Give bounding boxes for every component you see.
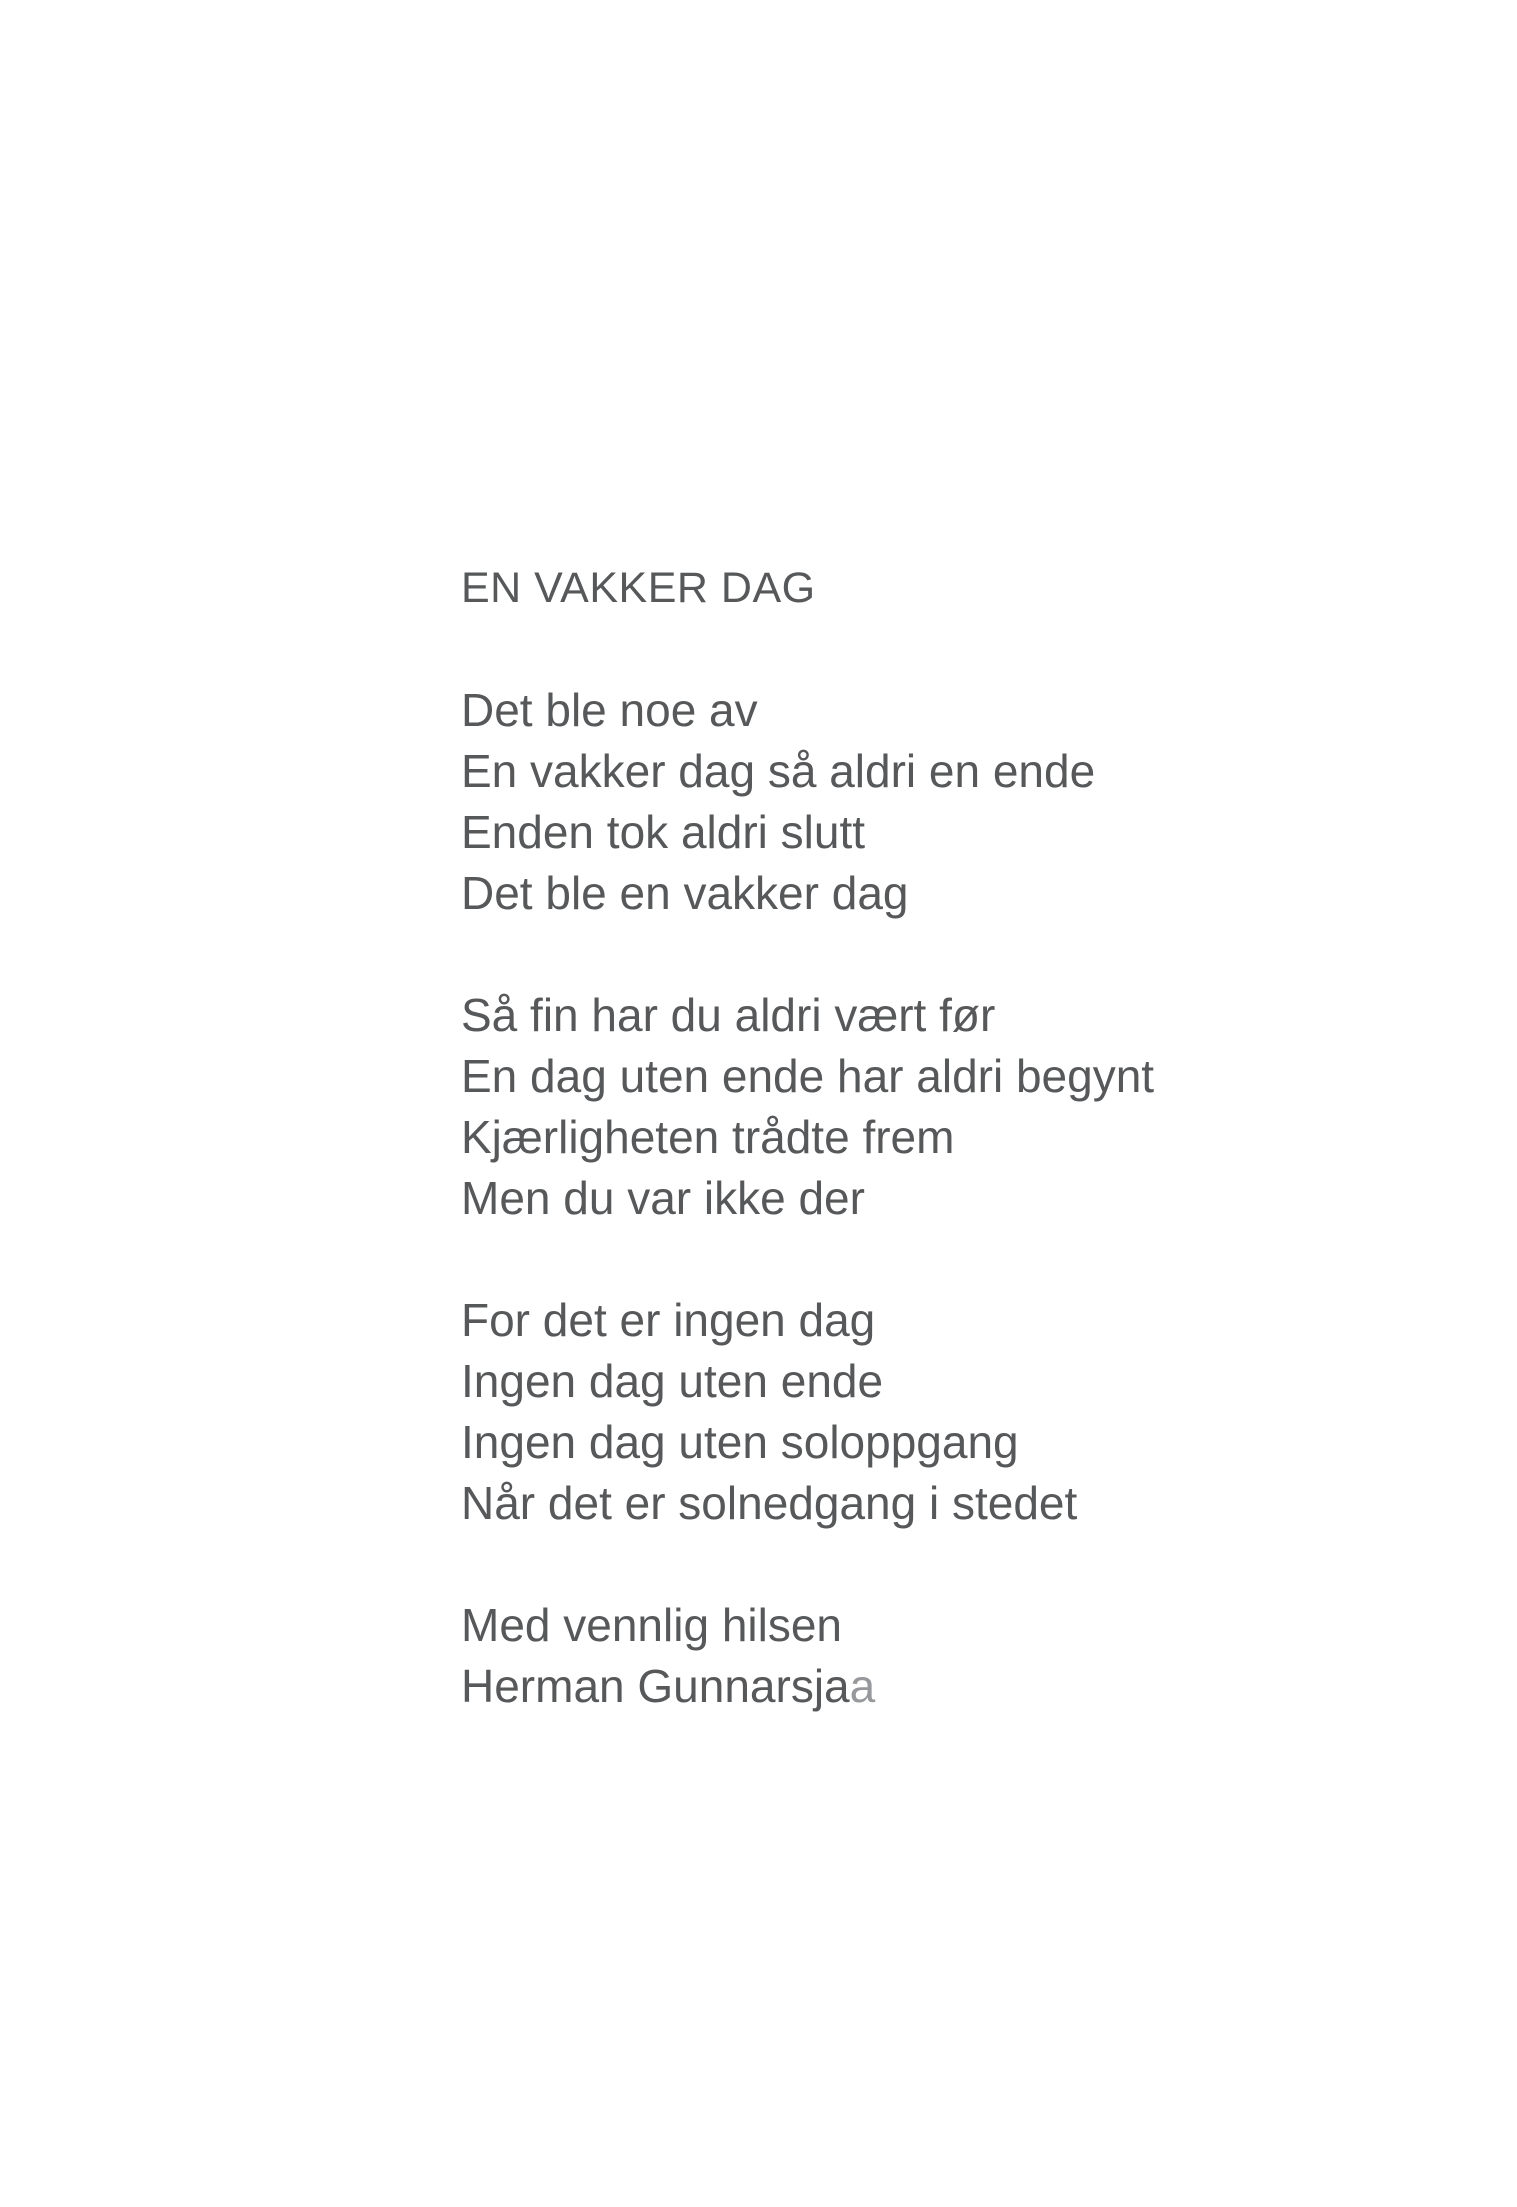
- signature-block: [461, 1595, 1154, 1717]
- poem-line: En vakker dag så aldri en ende: [461, 745, 1096, 797]
- poem-line: Ingen dag uten ende: [461, 1355, 884, 1407]
- poem-line: Så fin har du aldri vært før: [461, 989, 996, 1041]
- poem-line: Men du var ikke der: [461, 1172, 865, 1224]
- signature-name-main: Herman Gunnarsja: [461, 1660, 850, 1712]
- poem-line: For det er ingen dag: [461, 1294, 876, 1346]
- signature-name-faded: a: [849, 1660, 876, 1712]
- poem-line: Enden tok aldri slutt: [461, 806, 866, 858]
- stanza-2: [461, 985, 1154, 1229]
- stanza-3: [461, 1290, 1154, 1534]
- poem-line: Det ble en vakker dag: [461, 867, 909, 919]
- poem-title: EN VAKKER DAG: [461, 564, 816, 612]
- signature-greeting: Med vennlig hilsen: [461, 1599, 843, 1651]
- stanza-1: [461, 680, 1154, 924]
- poem: [461, 558, 1154, 1717]
- poem-line: Kjærligheten trådte frem: [461, 1111, 955, 1163]
- poem-line: Ingen dag uten soloppgang: [461, 1416, 1019, 1468]
- poem-line: En dag uten ende har aldri begynt: [461, 1050, 1155, 1102]
- poem-line: Når det er solnedgang i stedet: [461, 1477, 1078, 1529]
- poem-line: Det ble noe av: [461, 684, 758, 736]
- signature-name: [461, 1656, 1154, 1717]
